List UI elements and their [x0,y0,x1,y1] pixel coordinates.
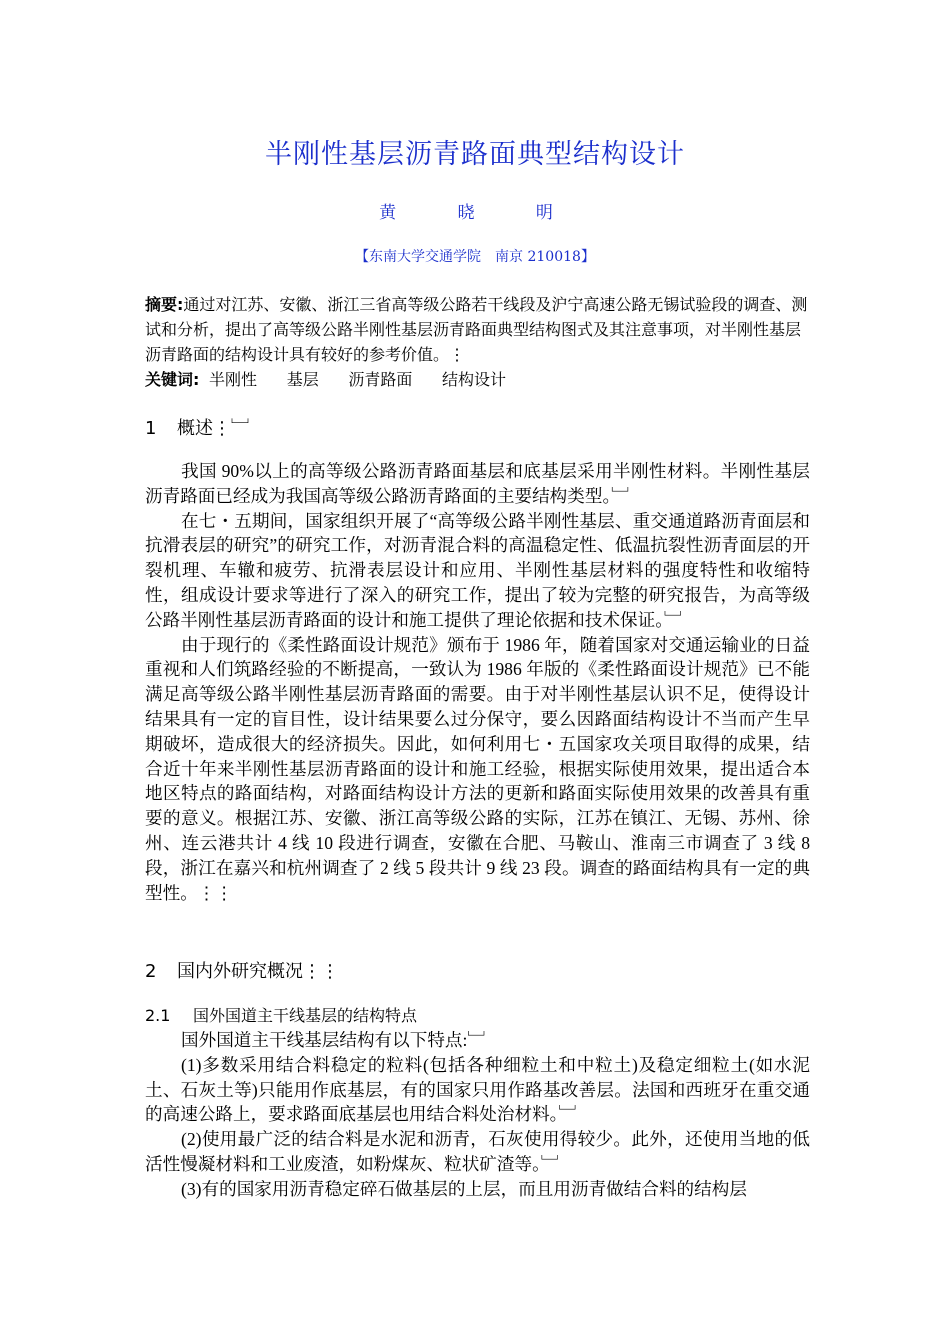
keywords-label: 关键词: [145,370,200,389]
subsection-heading [145,1003,417,1026]
subsection-body [145,1028,810,1202]
section-number: 1 [145,418,157,439]
paragraph: (2)使用最广泛的结合料是水泥和沥青，石灰使用得较少。此外，还使用当地的低活性慢凝材料和工业废渣，如粉煤灰、粒状矿渣等。﹈ [145,1129,810,1174]
subsection-number: 2.1 [145,1006,171,1025]
section-heading [145,957,339,983]
paragraph: 国外国道主干线基层结构有以下特点:﹈ [181,1030,485,1050]
section-number: 2 [145,961,157,982]
abstract-label: 摘要: [145,295,184,314]
section-body [145,459,810,905]
author-name: 黄 晓 明 [379,203,571,223]
keyword: 沥青路面 [348,370,413,389]
paragraph: 我国 90%以上的高等级公路沥青路面基层和底基层采用半刚性材料。半刚性基层沥青路面已经成为我国高等级公路沥青路面的主要结构类型。﹈ [145,461,810,506]
keyword: 结构设计 [442,370,507,389]
affiliation: 【东南大学交通学院 南京 210018】 [355,249,595,265]
section-title: 国内外研究概况⋮⋮ [177,961,339,982]
paragraph: (3)有的国家用沥青稳定碎石做基层的上层，而且用沥青做结合料的结构层 [181,1178,747,1199]
paper-title: 半刚性基层沥青路面典型结构设计 [265,139,685,170]
keyword: 半刚性 [209,370,258,389]
abstract-text: 通过对江苏、安徽、浙江三省高等级公路若干线段及沪宁高速公路无锡试验段的调查、测试和分析，提出了高等级公路半刚性基层沥青路面典型结构图式及其注意事项，对半刚性基层沥青路面的结构设计具有较好的参考价值。⋮ [145,295,808,364]
keyword: 基层 [286,370,319,389]
section-heading [145,414,249,440]
keywords [145,367,810,392]
subsection-title: 国外国道主干线基层的结构特点 [193,1006,418,1025]
paragraph: 由于现行的《柔性路面设计规范》颁布于 1986 年，随着国家对交通运输业的日益重视和人们筑路经验的不断提高，一致认为 1986 年版的《柔性路面设计规范》已不能满足高等级公路半刚性基层沥青路面的需要。由于对半刚性基层认识不足，使得设计结果具有一定的盲目性，设计结果要么过分保守，要么因路面结构设计不当而产生早期破坏，造成很大的经济损失。因此，如何利用七・五国家攻关项目取得的成果，结合近十年来半刚性基层沥青路面的设计和施工经验，根据实际使用效果，提出适合本地区特点的路面结构，对路面结构设计方法的更新和路面实际使用效果的改善具有重要的意义。根据江苏、安徽、浙江高等级公路的实际，江苏在镇江、无锡、苏州、徐州、连云港共计 4 线 10 段进行调查，安徽在合肥、马鞍山、淮南三市调查了 3 线 8 段，浙江在嘉兴和杭州调查了 2 线 5 段共计 9 线 23 段。调查的路面结构具有一定的典型性。⋮⋮ [145,634,810,903]
section-title: 概述⋮﹈ [177,418,249,439]
paragraph: 在七・五期间，国家组织开展了“高等级公路半刚性基层、重交通道路沥青面层和抗滑表层的研究”的研究工作，对沥青混合料的高温稳定性、低温抗裂性沥青面层的开裂机理、车辙和疲劳、抗滑表层设计和应用、半刚性基层材料的强度特性和收缩特性，组成设计要求等进行了深入的研究工作，提出了较为完整的研究报告，为高等级公路半刚性基层沥青路面的设计和施工提供了理论依据和技术保证。﹈ [145,510,810,630]
abstract [145,292,810,367]
paragraph: (1)多数采用结合料稳定的粒料(包括各种细粒土和中粒土)及稳定细粒土(如水泥土、石灰土等)只能用作底基层，有的国家只用作路基改善层。法国和西班牙在重交通的高速公路上，要求路面底基层也用结合料处治材料。﹈ [145,1054,810,1125]
